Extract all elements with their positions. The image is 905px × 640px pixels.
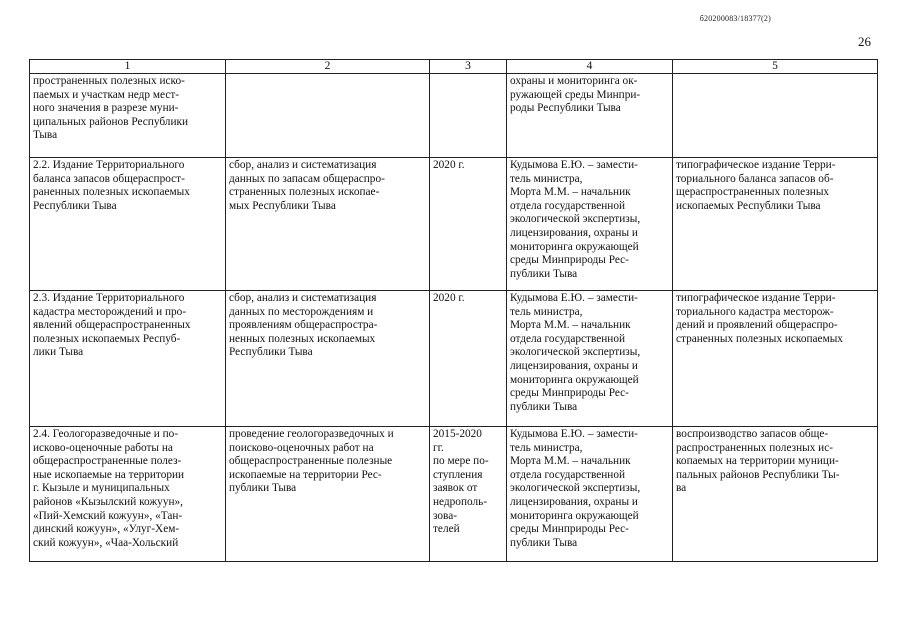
cell-text-line: явлений общераспространенных (33, 319, 191, 332)
column-number-5: 5 (673, 60, 878, 74)
cell-text-line: Тыва (33, 129, 58, 142)
cell-text-line: проявлениям общераспростра- (229, 319, 378, 332)
cell-text-line: щераспространенных полезных (676, 186, 830, 199)
cell-text-line: кадастра месторождений и про- (33, 305, 187, 318)
cell-text-line: распространенных полезных ис- (676, 441, 833, 454)
cell-text-line: лицензирования, охраны и (510, 359, 638, 372)
description-cell (226, 291, 430, 427)
cell-text-line: ископаемые на территории Рес- (229, 468, 382, 481)
responsible-cell (507, 291, 673, 427)
cell-text-line: общераспространенные полезные (229, 455, 393, 468)
cell-text-line: телей (433, 523, 460, 536)
cell-text-line: отдела государственной (510, 332, 626, 345)
cell-text-line: г. Кызыле и муниципальных (33, 482, 170, 495)
cell-text-line: 2020 г. (433, 292, 465, 304)
deadline-cell (430, 158, 507, 291)
activity-cell (30, 158, 226, 291)
cell-text-line: воспроизводство запасов обще- (676, 428, 829, 440)
cell-text-line: лицензирования, охраны и (510, 226, 638, 239)
cell-text-line: Морта М.М. – начальник (510, 319, 631, 332)
cell-text-line: сбор, анализ и систематизация (229, 292, 377, 304)
cell-text-line: ступления (433, 468, 483, 481)
cell-text-line: Морта М.М. – начальник (510, 455, 631, 468)
cell-text-line: Республики Тыва (229, 346, 313, 359)
column-number-1: 1 (30, 60, 226, 74)
cell-text-line: страненных полезных ископаемых (676, 332, 843, 345)
table-row (30, 291, 878, 427)
document-code: б20200083/18377(2) (699, 14, 771, 23)
result-cell (673, 158, 878, 291)
cell-text-line: ципальных районов Республики (33, 115, 189, 128)
cell-text-line: экологической экспертизы, (510, 482, 641, 495)
result-cell (673, 74, 878, 158)
cell-text-line: раненных полезных ископаемых (33, 186, 190, 199)
cell-text-line: публики Тыва (510, 267, 578, 280)
cell-text-line: лики Тыва (33, 346, 84, 359)
cell-text-line: копаемых на территории муници- (676, 455, 839, 468)
result-cell (673, 427, 878, 562)
cell-text-line: тель министра, (510, 305, 583, 318)
result-cell (673, 291, 878, 427)
cell-text-line: полезных ископаемых Респуб- (33, 332, 181, 345)
cell-text-line: 2.2. Издание Территориального (33, 159, 185, 171)
cell-text-line: данных по запасам общераспро- (229, 172, 385, 185)
table-row (30, 427, 878, 562)
responsible-cell (507, 158, 673, 291)
cell-text-line: Кудымова Е.Ю. – замести- (510, 292, 638, 304)
description-cell (226, 427, 430, 562)
cell-text-line: экологической экспертизы, (510, 346, 641, 359)
cell-text-line: Морта М.М. – начальник (510, 186, 631, 199)
cell-text-line: среды Минприроды Рес- (510, 387, 629, 400)
cell-text-line: ский кожуун», «Чаа-Хольский (33, 536, 179, 549)
cell-text-line: по мере по- (433, 455, 489, 468)
cell-text-line: публики Тыва (510, 536, 578, 549)
cell-text-line: ного значения в разрезе муни- (33, 102, 179, 115)
cell-text-line: дений и проявлений общераспро- (676, 319, 838, 332)
cell-text-line: баланса запасов общераспрост- (33, 172, 185, 185)
activity-cell (30, 291, 226, 427)
description-cell (226, 158, 430, 291)
cell-text-line: недрополь- (433, 495, 488, 508)
cell-text-line: общераспространенные полез- (33, 455, 182, 468)
cell-text-line: публики Тыва (229, 482, 297, 495)
cell-text-line: отдела государственной (510, 468, 626, 481)
cell-text-line: поисково-оценочных работ на (229, 441, 374, 454)
cell-text-line: пальных районов Республики Ты- (676, 468, 840, 481)
cell-text-line: мых Республики Тыва (229, 199, 336, 212)
cell-text-line: ненных полезных ископаемых (229, 332, 376, 345)
cell-text-line: 2.3. Издание Территориального (33, 292, 185, 304)
cell-text-line: роды Республики Тыва (510, 102, 621, 115)
column-number-2: 2 (226, 60, 430, 74)
table-row (30, 158, 878, 291)
cell-text-line: заявок от (433, 482, 478, 495)
cell-text-line: охраны и мониторинга ок- (510, 75, 638, 87)
responsible-cell (507, 427, 673, 562)
cell-text-line: ные ископаемые на территории (33, 468, 185, 481)
cell-text-line: мониторинга окружающей (510, 373, 639, 386)
column-number-3: 3 (430, 60, 507, 74)
deadline-cell (430, 291, 507, 427)
cell-text-line: 2015-2020 (433, 428, 482, 440)
cell-text-line: отдела государственной (510, 199, 626, 212)
cell-text-line: Республики Тыва (33, 199, 117, 212)
activity-cell (30, 74, 226, 158)
cell-text-line: проведение геологоразведочных и (229, 428, 394, 440)
cell-text-line: ископаемых Республики Тыва (676, 199, 821, 212)
cell-text-line: ториального баланса запасов об- (676, 172, 834, 185)
cell-text-line: мониторинга окружающей (510, 240, 639, 253)
cell-text-line: 2020 г. (433, 159, 465, 171)
cell-text-line: гг. (433, 441, 444, 454)
cell-text-line: данных по месторождениям и (229, 305, 374, 318)
cell-text-line: 2.4. Геологоразведочные и по- (33, 428, 179, 440)
cell-text-line: динский кожуун», «Улуг-Хем- (33, 523, 180, 536)
cell-text-line: среды Минприроды Рес- (510, 523, 629, 536)
cell-text-line: пространенных полезных иско- (33, 75, 185, 87)
cell-text-line: типографическое издание Терри- (676, 292, 836, 304)
cell-text-line: Кудымова Е.Ю. – замести- (510, 428, 638, 440)
cell-text-line: зова- (433, 509, 458, 522)
cell-text-line: тель министра, (510, 441, 583, 454)
cell-text-line: мониторинга окружающей (510, 509, 639, 522)
column-number-row (30, 60, 878, 74)
cell-text-line: лицензирования, охраны и (510, 495, 638, 508)
cell-text-line: тель министра, (510, 172, 583, 185)
cell-text-line: страненных полезных ископае- (229, 186, 380, 199)
cell-text-line: публики Тыва (510, 400, 578, 413)
column-number-4: 4 (507, 60, 673, 74)
plan-table (29, 59, 878, 562)
deadline-cell (430, 427, 507, 562)
description-cell (226, 74, 430, 158)
cell-text-line: ружающей среды Минпри- (510, 88, 641, 101)
cell-text-line: районов «Кызылский кожуун», (33, 495, 183, 508)
cell-text-line: типографическое издание Терри- (676, 159, 836, 171)
cell-text-line: экологической экспертизы, (510, 213, 641, 226)
cell-text-line: ториального кадастра месторож- (676, 305, 834, 318)
cell-text-line: среды Минприроды Рес- (510, 254, 629, 267)
cell-text-line: Кудымова Е.Ю. – замести- (510, 159, 638, 171)
cell-text-line: ва (676, 482, 687, 495)
cell-text-line: паемых и участкам недр мест- (33, 88, 180, 101)
page-number: 26 (858, 34, 871, 49)
cell-text-line: сбор, анализ и систематизация (229, 159, 377, 171)
activity-cell (30, 427, 226, 562)
table-row (30, 74, 878, 158)
cell-text-line: исково-оценочные работы на (33, 441, 173, 454)
deadline-cell (430, 74, 507, 158)
cell-text-line: «Пий-Хемский кожуун», «Тан- (33, 509, 183, 522)
responsible-cell (507, 74, 673, 158)
